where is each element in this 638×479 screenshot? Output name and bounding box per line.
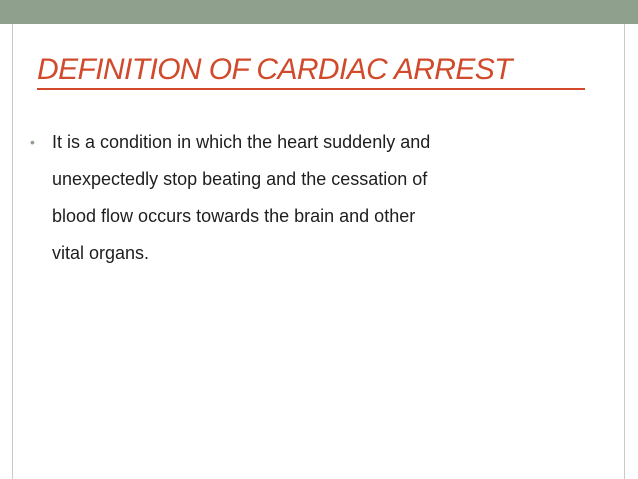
bullet-text-line: It is a condition in which the heart suddenly and [52,132,431,152]
bullet-text-line: vital organs. [52,243,150,263]
bullet-text-line: unexpectedly stop beating and the cessation of [52,169,428,189]
bullet-dot-icon: • [30,134,35,150]
bullet-list [30,124,590,272]
bullet-text-line: blood flow occurs towards the brain and other [52,206,416,226]
bullet-item [30,124,590,272]
right-margin-rule [624,24,625,479]
left-margin-rule [12,24,13,479]
top-decorative-band [0,0,638,24]
slide-title: DEFINITION OF CARDIAC ARREST [37,53,512,86]
title-underline [37,88,585,90]
